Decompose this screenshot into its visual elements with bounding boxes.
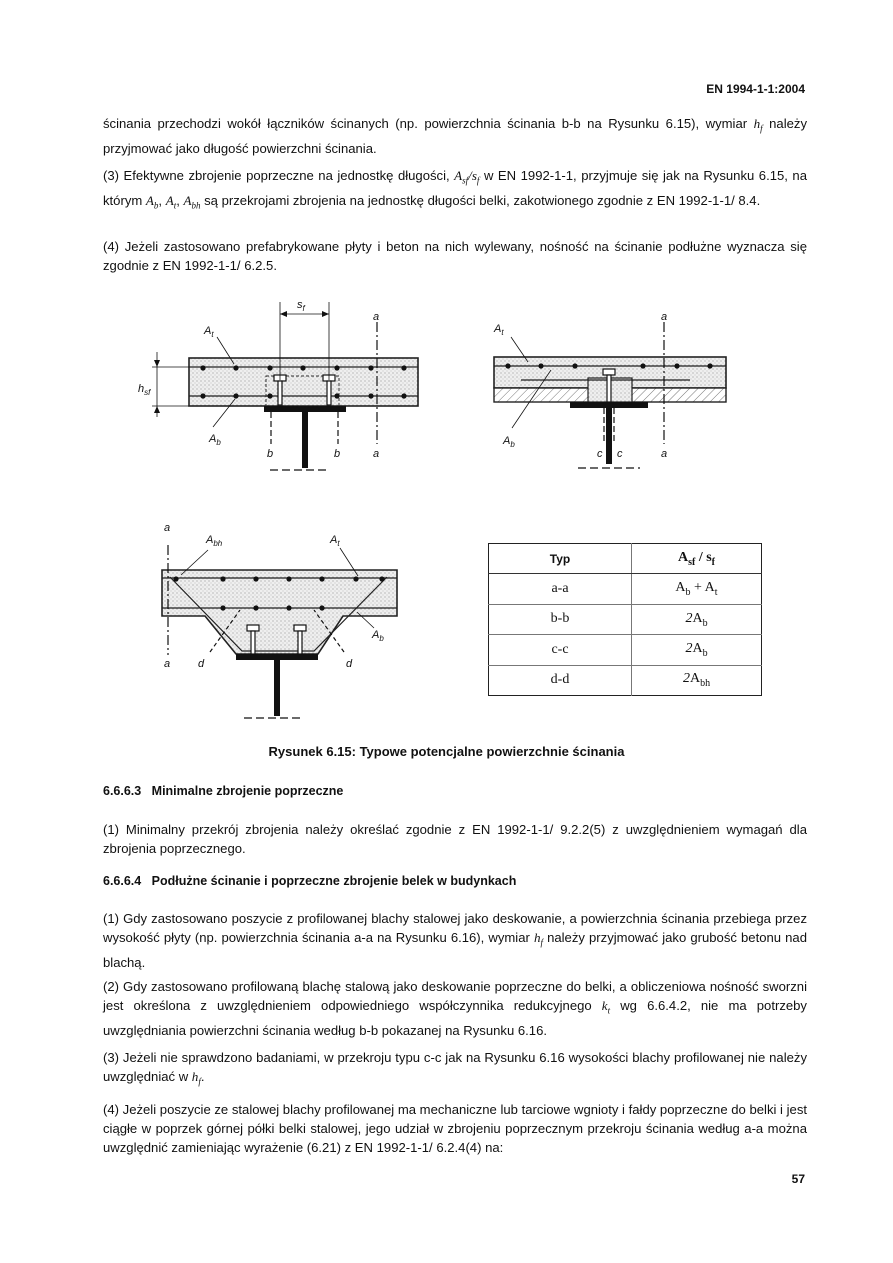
paragraph-continuation: ścinania przechodzi wokół łączników ścinanych (np. powierzchnia ścinania b-b na Rysunku 6.15), wymiar $h_f$ należy przyjmować jako długość powierzchni ścinania. (103, 116, 807, 156)
diagram-haunch (162, 545, 397, 718)
label-d2: d (346, 658, 353, 670)
label-Ab-right: $A_b$ (503, 435, 515, 449)
table-row: a-a $A_b + A_t$ (489, 574, 762, 604)
label-c2: c (617, 448, 623, 460)
label-c1: c (597, 448, 603, 460)
label-a-haunch-bottom: a (164, 658, 171, 670)
paragraph-6664-4: (4) Jeżeli poszycie ze stalowej blachy profilowanej ma mechaniczne lub tarciowe wgnioty i fałdy poprzeczne do belki i jest ciągłe w poprzek górnej półki belki stalowej, jego udział w zbrojeniu poprzecznym przekroju ścinania według a-a można uwzględnić zamieniając wyrażenie (6.21) z EN 1992-1-1/ 6.2.4(4) na: (103, 1102, 807, 1155)
paragraph-6664-1: (1) Gdy zastosowano poszycie z profilowanej blachy stalowej jako deskowanie, a powierzchnia ścinania przebiega przez wysokość płyty (np. powierzchnia ścinania a-a na Rysunku 6.16), wymiar $h_f$ należy przyjmować jako grubość betonu nad blachą. (103, 911, 807, 970)
table-row: c-c $2A_b$ (489, 635, 762, 665)
figure-caption: Rysunek 6.15: Typowe potencjalne powierzchnie ścinania (268, 744, 625, 759)
table-row: d-d $2A_{bh}$ (489, 665, 762, 695)
label-a-left-top: a (373, 311, 380, 323)
label-At-left: $A_t$ (204, 325, 214, 339)
label-At-right: $A_t$ (494, 323, 504, 337)
table-header-typ: Typ (489, 544, 632, 574)
table-row: b-b $2A_b$ (489, 604, 762, 634)
diagram-left-top (152, 302, 418, 470)
diagram-right-top (494, 322, 726, 468)
paragraph-6663-1: (1) Minimalny przekrój zbrojenia należy określać zgodnie z EN 1992-1-1/ 9.2.2(5) z uwzględnieniem wymagań dla zbrojenia poprzecznego. (103, 822, 807, 856)
shear-surface-table (488, 543, 762, 696)
label-sf: $s_f$ (297, 299, 305, 313)
page-number: 57 (791, 1172, 805, 1186)
paragraph-6664-2: (2) Gdy zastosowano profilowaną blachę stalową jako deskowanie poprzeczne do belki, a obliczeniowa nośność sworzni jest określona z uwzględnieniem odpowiedniego współczynnika redukcyjnego $k_t$ wg 6.6.4.2, nie ma potrzeby uwzględniania powierzchni ścinania według b-b pokazanej na Rysunku 6.16. (103, 979, 807, 1038)
label-d1: d (198, 658, 205, 670)
label-a-haunch-top: a (164, 522, 171, 534)
label-b1: b (267, 448, 274, 460)
document-header: EN 1994-1-1:2004 (706, 82, 805, 96)
section-heading-6663: 6.6.6.3 Minimalne zbrojenie poprzeczne (103, 784, 344, 798)
label-b2: b (334, 448, 341, 460)
section-heading-6664: 6.6.6.4 Podłużne ścinanie i poprzeczne zbrojenie belek w budynkach (103, 874, 517, 888)
label-a-right-bottom: a (661, 448, 668, 460)
label-a-right-top: a (661, 311, 668, 323)
label-a-left-bottom: a (373, 448, 380, 460)
label-Ab-left: $A_b$ (209, 433, 221, 447)
label-Abh: $A_{bh}$ (206, 534, 223, 548)
paragraph-4: (4) Jeżeli zastosowano prefabrykowane płyty i beton na nich wylewany, nośność na ścinanie podłużne wyznacza się zgodnie z EN 1992-1-1/ 6.2.5. (103, 239, 807, 273)
label-At-haunch: $A_t$ (330, 534, 340, 548)
label-hsf: $h_{sf}$ (138, 383, 151, 397)
paragraph-3: (3) Efektywne zbrojenie poprzeczne na jednostkę długości, $A_{sf}/s_f$ w EN 1992-1-1, przyjmuje się jak na Rysunku 6.15, na którym $A_b$, $A_t$, $A_{bh}$ są przekrojami zbrojenia na jednostkę długości belki, zakotwionego zgodnie z EN 1992-1-1/ 8.4. (103, 168, 807, 211)
table-header-asf: $A_{sf} / s_f$ (632, 544, 762, 574)
label-Ab-haunch: $A_b$ (372, 629, 384, 643)
paragraph-6664-3: (3) Jeżeli nie sprawdzono badaniami, w przekroju typu c-c jak na Rysunku 6.16 wysokości blachy profilowanej nie należy uwzględniać w $h_f$. (103, 1050, 807, 1087)
